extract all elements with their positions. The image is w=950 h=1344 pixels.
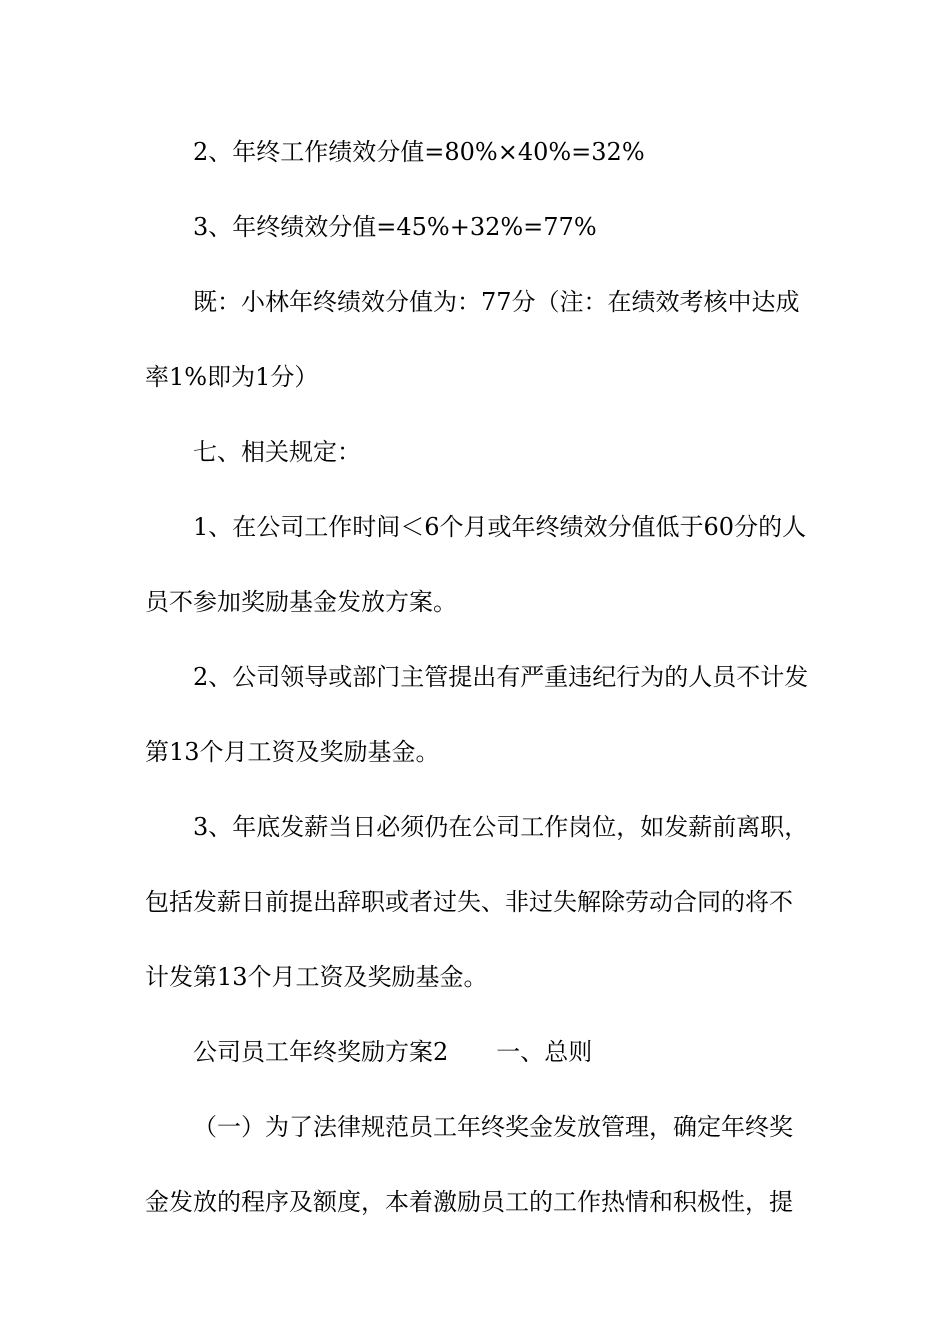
section-heading: 七、相关规定： bbox=[193, 438, 361, 466]
text-line: 计发第13个月工资及奖励基金。 bbox=[145, 963, 488, 991]
text-line: 金发放的程序及额度，本着激励员工的工作热情和积极性，提 bbox=[145, 1188, 793, 1216]
text-line: 3、年终绩效分值=45%+32%=77% bbox=[193, 213, 597, 241]
text-line: 3、年底发薪当日必须仍在公司工作岗位，如发薪前离职， bbox=[193, 813, 809, 841]
text-line: （一）为了法律规范员工年终奖金发放管理，确定年终奖 bbox=[193, 1113, 793, 1141]
text-line: 员不参加奖励基金发放方案。 bbox=[145, 588, 457, 616]
text-line: 率1%即为1分） bbox=[145, 363, 319, 391]
text-line: 既：小林年终绩效分值为：77分（注：在绩效考核中达成 bbox=[193, 288, 800, 316]
text-line: 第13个月工资及奖励基金。 bbox=[145, 738, 440, 766]
text-line: 2、公司领导或部门主管提出有严重违纪行为的人员不计发 bbox=[193, 663, 809, 691]
section-heading: 公司员工年终奖励方案2 一、总则 bbox=[193, 1038, 593, 1066]
text-line: 2、年终工作绩效分值=80%×40%=32% bbox=[193, 138, 645, 166]
text-line: 包括发薪日前提出辞职或者过失、非过失解除劳动合同的将不 bbox=[145, 888, 793, 916]
text-line: 1、在公司工作时间＜6个月或年终绩效分值低于60分的人 bbox=[193, 513, 807, 541]
